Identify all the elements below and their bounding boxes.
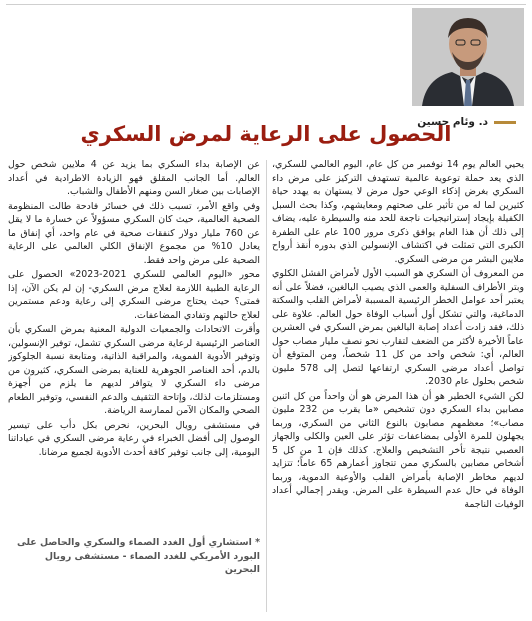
column-divider <box>266 160 267 612</box>
paragraph: محور «اليوم العالمي للسكري 2021-2023» الحصول على الرعاية الطبية اللازمة لعلاج مرض السكري- إن لم يكن الآن، إذا فمتى؟ حيث يحتاج مرضى السكري إلى رعاية ودعم مستمرين لعلاج حالتهم وتفادي المضاعفات. <box>8 269 260 321</box>
portrait-icon <box>412 8 524 106</box>
paragraph: يحيي العالم يوم 14 نوفمبر من كل عام، اليوم العالمي للسكري، الذي يعد حملة توعوية عالمية تستهدف التركيز على مرض داء السكري بغرض إذكاء الوعي حول مرض لا يستهان به يهدد حياة كثيرين لما له من تأثير على صحتهم ومعايشهم، وكذا بحث السبل الكفيلة بإيجاد إستراتيجيات ناجعة للحد منه والسيطرة عليه، يضاف إلى ذلك أن هذا العام يوافق ذكرى مرور 100 عام على الطفرة الكبرى التي تمثلت في اكتشاف الإنسولين الذي بدوره أنقذ أرواح ملايين البشر من مرضى السكري. <box>272 159 524 265</box>
author-photo <box>412 8 524 106</box>
top-rule <box>6 4 526 5</box>
article-column-right <box>272 158 524 616</box>
author-bio <box>8 536 260 577</box>
paragraph: من المعروف أن السكري هو السبب الأول لأمراض الفشل الكلوي وبتر الأطراف السفلية والعمى الذي يصيب البالغين، فضلاً على أنه يعتبر أحد عوامل الخطر الرئيسية المسببة لأمراض القلب والسكتة الدماغية، والتي تشكل أول أسباب الوفاة حول العالم. علاوة على ذلك، فقد زادت أعداد إصابة البالغين بمرض السكري في العشرين عاماً الأخيرة لأكثر من الضعف لتقارب نحو نصف مليار مصاب حول العالم، أي: شخص واحد من كل 11 شخصاً، ومن المتوقع أن تواصل أعداد مرضى السكري ارتفاعها لتصل إلى 578 مليون شخص بحلول عام 2030. <box>272 268 524 387</box>
bio-text: استشاري أول الغدد الصماء والسكري والحاصل على البورد الأمريكي للغدد الصماء - مستشفى رويال البحرين <box>16 537 260 575</box>
article-title: الحصول على الرعاية لمرض السكري <box>80 122 452 146</box>
author-name: د. وئام حسين <box>417 116 488 128</box>
article-column-left <box>8 158 260 514</box>
paragraph: وأقرت الاتحادات والجمعيات الدولية المعنية بمرض السكري بأن العناصر الرئيسية لرعاية مرضى السكري تشمل، توفير الإنسولين، وتوفير الأدوية الفموية، والمراقبة الذاتية، ومتابعة نسبة الجلوكوز بالدم، أحد العناصر الجوهرية للعناية بمرضى السكري، كثيرون من مرضى داء السكري لا يتوافر لديهم ما يلزم من أجهزة ومستلزمات لذلك، وإتاحة التثقيف والدعم النفسي، وتوفير الطعام الصحي والمكان الآمن لممارسة الرياضة. <box>8 324 260 416</box>
paragraph: عن الإصابة بداء السكري بما يزيد عن 4 ملايين شخص حول العالم. أما الجانب المقلق فهو الزيادة الاطرادية في أعداد الإصابات بين صغار السن ومنهم الأطفال والشباب. <box>8 159 260 197</box>
bio-marker: * <box>255 537 260 548</box>
paragraph: في مستشفى رويال البحرين، نحرص بكل دأب على تيسير الوصول إلى أفضل الخبراء في رعاية مرضى السكري في عياداتنا اليومية، إلى جانب توفير كافة أحدث الأدوية لجميع مرضانا. <box>8 419 260 458</box>
paragraph: لكن الشيء الخطير هو أن هذا المرض هو أن واحداً من كل اثنين مصابين بداء السكري دون تشخيص «ما يقرب من 232 مليون مصاب»؛ معظمهم مصابون بالنوع الثاني من السكري، وربما يجهلون للمرة الأولى بمضاعفات تؤثر على العين والكلى والجهاز العصبي نتيجة تأخر التشخيص والعلاج. كذلك فإن 1 من كل 5 أشخاص مصابين بالسكري ممن تتجاوز أعمارهم 65 عاماً؛ تتزايد لديهم مخاطر الإصابة بأمراض القلب والأوعية الدموية، وربما الوفاة في حال عدم السيطرة على المرض. ويقدر إجمالي أعداد الوفيات الناجمة <box>272 390 524 510</box>
paragraph: وفي واقع الأمر، تسبب ذلك في خسائر فادحة طالت المنظومة الصحية العالمية، حيث كان السكري مسؤولاً عن خسارة ما لا يقل عن 760 مليار دولار كنفقات صحية في عام واحد، أي إنفاق ما يعادل 10% من مجموع الإنفاق الكلي العالمي على الرعاية الصحية على مرض واحد فقط. <box>8 200 260 266</box>
